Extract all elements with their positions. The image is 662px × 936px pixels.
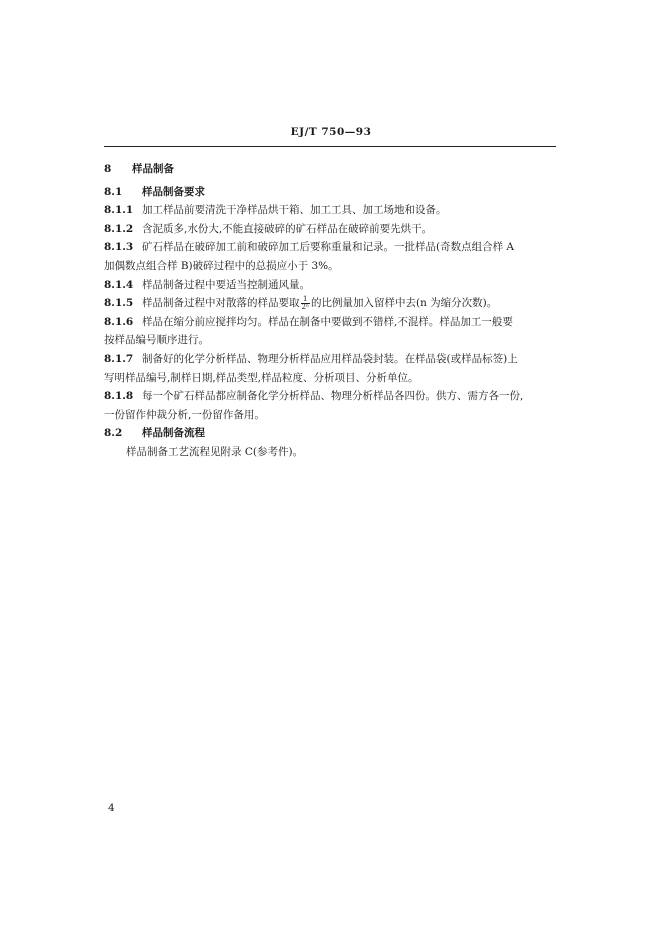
section-8-heading bbox=[104, 160, 556, 179]
clause-number: 8.1.7 bbox=[104, 352, 134, 365]
fraction-denominator: 2ⁿ bbox=[301, 302, 309, 311]
clause-8-1-7 bbox=[104, 350, 556, 369]
clause-text: 含泥质多,水份大,不能直接破碎的矿石样品在破碎前要先烘干。 bbox=[142, 222, 433, 235]
section-number: 8 bbox=[104, 163, 112, 175]
clause-text: 制备好的化学分析样品、物理分析样品应用样品袋封装。在样品袋(或样品标签)上 bbox=[142, 352, 518, 365]
clause-8-1-4 bbox=[104, 276, 556, 295]
clause-8-1-3 bbox=[104, 238, 556, 257]
clause-8-1-8-continued bbox=[104, 406, 556, 425]
page-number: 4 bbox=[108, 802, 115, 814]
clause-8-1-3-continued bbox=[104, 257, 556, 276]
clause-8-1-1 bbox=[104, 201, 556, 220]
subsection-title: 样品制备流程 bbox=[142, 427, 205, 440]
fraction-numerator: 1 bbox=[301, 296, 310, 304]
clause-text: 加工样品前要清洗干净样品烘干箱、加工工具、加工场地和设备。 bbox=[142, 204, 447, 217]
clause-8-1-7-continued bbox=[104, 369, 556, 388]
section-title: 样品制备 bbox=[132, 163, 174, 175]
clause-text: 按样品编号顺序进行。 bbox=[104, 334, 209, 347]
clause-text: 加偶数点组合样 B)破碎过程中的总损应小于 3%。 bbox=[104, 259, 339, 272]
clause-8-1-8 bbox=[104, 387, 556, 406]
fraction bbox=[301, 296, 310, 311]
document-body bbox=[104, 160, 556, 462]
clause-8-1-6-continued bbox=[104, 331, 556, 350]
clause-number: 8.1.8 bbox=[104, 390, 134, 403]
clause-8-1-2 bbox=[104, 220, 556, 239]
clause-text: 样品在缩分前应搅拌均匀。样品在制备中要做到不错样,不混样。样品加工一般要 bbox=[142, 315, 513, 328]
clause-8-1-6 bbox=[104, 313, 556, 332]
subsection-title: 样品制备要求 bbox=[142, 185, 205, 198]
standard-code: EJ/T 750—93 bbox=[290, 126, 372, 138]
clause-number: 8.1.6 bbox=[104, 315, 134, 328]
clause-text: 一份留作仲裁分析,一份留作备用。 bbox=[104, 408, 265, 421]
clause-number: 8.1.1 bbox=[104, 204, 134, 217]
clause-number: 8.1.4 bbox=[104, 278, 134, 291]
clause-text: 样品制备过程中要适当控制通风量。 bbox=[142, 278, 310, 291]
clause-number: 8.1.2 bbox=[104, 222, 134, 235]
subsection-8-2-text: 样品制备工艺流程见附录 C(参考件)。 bbox=[126, 445, 304, 458]
subsection-8-1-heading bbox=[104, 183, 556, 202]
clause-number: 8.1.5 bbox=[104, 297, 134, 310]
clause-text: 写明样品编号,制样日期,样品类型,样品粒度、分析项目、分析单位。 bbox=[104, 371, 419, 384]
clause-8-1-5 bbox=[104, 294, 556, 313]
header-rule bbox=[104, 146, 556, 147]
subsection-number: 8.1 bbox=[104, 185, 123, 198]
subsection-number: 8.2 bbox=[104, 427, 123, 440]
clause-text: 矿石样品在破碎加工前和破碎加工后要称重量和记录。一批样品(奇数点组合样 A bbox=[142, 241, 515, 254]
clause-text-pre: 样品制备过程中对散落的样品要取 bbox=[142, 297, 300, 310]
clause-text: 每一个矿石样品都应制备化学分析样品、物理分析样品各四份。供方、需方各一份, bbox=[142, 390, 524, 403]
clause-text-post: 的比例量加入留样中去(n 为缩分次数)。 bbox=[310, 297, 498, 310]
subsection-8-2-heading bbox=[104, 424, 556, 443]
clause-number: 8.1.3 bbox=[104, 241, 134, 254]
